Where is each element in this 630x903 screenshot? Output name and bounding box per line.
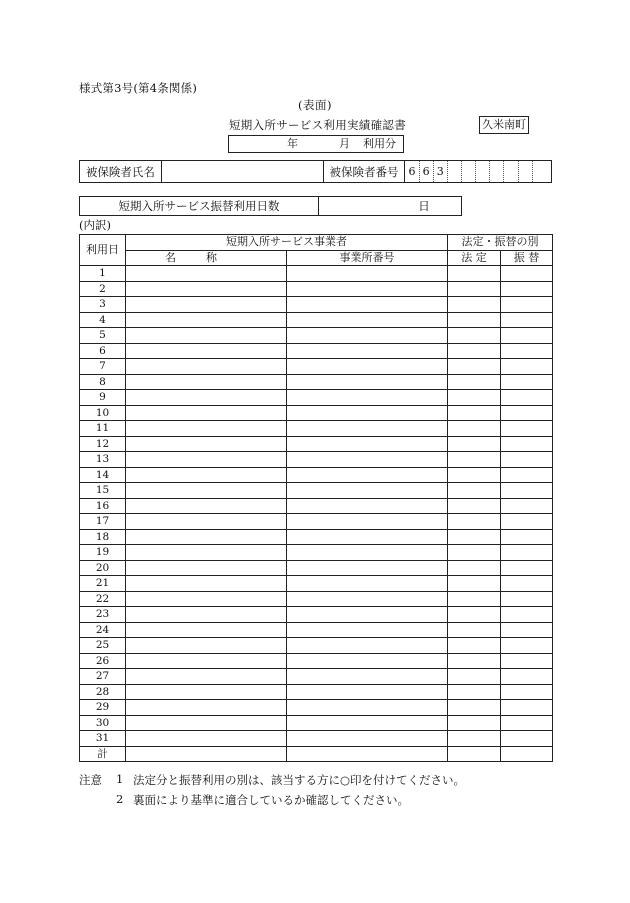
transfer-cell[interactable] [501, 483, 553, 499]
row-day-label: 30 [80, 715, 126, 731]
statutory-cell[interactable] [448, 545, 501, 561]
office-number-cell[interactable] [287, 266, 448, 282]
name-cell[interactable] [126, 343, 287, 359]
row-day-label: 3 [80, 297, 126, 313]
table-row [80, 607, 553, 623]
table-row [80, 452, 553, 468]
transfer-cell[interactable] [501, 374, 553, 390]
col-header-transfer: 振 替 [501, 250, 553, 266]
row-day-label: 14 [80, 467, 126, 483]
form-number: 様式第3号(第4条関係) [79, 81, 198, 95]
name-cell[interactable] [126, 328, 287, 344]
transfer-cell[interactable] [501, 266, 553, 282]
table-row [80, 467, 553, 483]
statutory-cell[interactable] [448, 436, 501, 452]
statutory-cell[interactable] [448, 669, 501, 685]
row-day-label: 4 [80, 312, 126, 328]
name-cell[interactable] [126, 266, 287, 282]
table-row [80, 669, 553, 685]
statutory-cell[interactable] [448, 514, 501, 530]
row-day-label: 5 [80, 328, 126, 344]
name-cell[interactable] [126, 452, 287, 468]
breakdown-label: (内訳) [79, 218, 111, 232]
row-day-label: 29 [80, 700, 126, 716]
statutory-cell[interactable] [448, 746, 501, 762]
table-row [80, 498, 553, 514]
office-number-cell[interactable] [287, 343, 448, 359]
office-number-cell[interactable] [287, 669, 448, 685]
col-header-statutory: 法 定 [448, 250, 501, 266]
statutory-cell[interactable] [448, 312, 501, 328]
note-text: 法定分と振替利用の別は、該当する方に○印を付けてください。 [133, 773, 466, 787]
row-day-label: 20 [80, 560, 126, 576]
insured-number-digit[interactable] [461, 161, 475, 183]
name-cell[interactable] [126, 498, 287, 514]
transfer-cell[interactable] [501, 328, 553, 344]
row-day-label: 12 [80, 436, 126, 452]
row-day-label: 1 [80, 266, 126, 282]
table-row [80, 281, 553, 297]
transfer-cell[interactable] [501, 514, 553, 530]
table-row [80, 715, 553, 731]
transfer-cell[interactable] [501, 343, 553, 359]
transfer-cell[interactable] [501, 638, 553, 654]
office-number-cell[interactable] [287, 405, 448, 421]
row-day-label: 31 [80, 731, 126, 747]
transfer-cell[interactable] [501, 591, 553, 607]
table-row [80, 359, 553, 375]
table-row [80, 684, 553, 700]
name-cell[interactable] [126, 700, 287, 716]
statutory-cell[interactable] [448, 731, 501, 747]
row-day-label: 6 [80, 343, 126, 359]
office-number-cell[interactable] [287, 700, 448, 716]
statutory-cell[interactable] [448, 684, 501, 700]
name-cell[interactable] [126, 529, 287, 545]
row-day-label: 24 [80, 622, 126, 638]
office-number-cell[interactable] [287, 498, 448, 514]
table-row [80, 405, 553, 421]
transfer-cell[interactable] [501, 715, 553, 731]
office-number-cell[interactable] [287, 653, 448, 669]
table-row [80, 514, 553, 530]
name-cell[interactable] [126, 653, 287, 669]
row-day-label: 17 [80, 514, 126, 530]
town-name-box: 久米南町 [479, 116, 529, 134]
table-row [80, 545, 553, 561]
insured-number-label: 被保険者番号 [323, 161, 405, 183]
statutory-cell[interactable] [448, 297, 501, 313]
office-number-cell[interactable] [287, 312, 448, 328]
statutory-cell[interactable] [448, 622, 501, 638]
transfer-cell[interactable] [501, 529, 553, 545]
name-cell[interactable] [126, 483, 287, 499]
row-day-label: 26 [80, 653, 126, 669]
row-day-label: 19 [80, 545, 126, 561]
row-day-label: 8 [80, 374, 126, 390]
note-text: 裏面により基準に適合しているか確認してください。 [133, 793, 409, 807]
office-number-cell[interactable] [287, 715, 448, 731]
transfer-cell[interactable] [501, 452, 553, 468]
office-number-cell[interactable] [287, 467, 448, 483]
office-number-cell[interactable] [287, 281, 448, 297]
statutory-cell[interactable] [448, 328, 501, 344]
row-day-label: 10 [80, 405, 126, 421]
table-row [80, 591, 553, 607]
statutory-cell[interactable] [448, 498, 501, 514]
table-row [80, 731, 553, 747]
row-day-label: 18 [80, 529, 126, 545]
office-number-cell[interactable] [287, 545, 448, 561]
statutory-cell[interactable] [448, 560, 501, 576]
row-day-label: 28 [80, 684, 126, 700]
row-day-label: 25 [80, 638, 126, 654]
office-number-cell[interactable] [287, 436, 448, 452]
name-cell[interactable] [126, 436, 287, 452]
statutory-cell[interactable] [448, 700, 501, 716]
table-row [80, 328, 553, 344]
table-row [80, 312, 553, 328]
name-cell[interactable] [126, 607, 287, 623]
name-cell[interactable] [126, 297, 287, 313]
insured-number-digit[interactable]: 3 [433, 161, 447, 183]
name-cell[interactable] [126, 669, 287, 685]
table-row [80, 560, 553, 576]
statutory-cell[interactable] [448, 374, 501, 390]
period-suffix-label: 利用分 [363, 137, 396, 150]
row-day-label: 21 [80, 576, 126, 592]
form-title: 短期入所サービス利用実績確認書 [229, 118, 406, 132]
table-row [80, 653, 553, 669]
transfer-cell[interactable] [501, 421, 553, 437]
col-header-name: 名称 [126, 250, 287, 266]
name-cell[interactable] [126, 405, 287, 421]
insured-number-digit[interactable] [447, 161, 461, 183]
transfer-cell[interactable] [501, 436, 553, 452]
row-day-label: 23 [80, 607, 126, 623]
statutory-cell[interactable] [448, 421, 501, 437]
transfer-cell[interactable] [501, 576, 553, 592]
transfer-cell[interactable] [501, 312, 553, 328]
statutory-cell[interactable] [448, 483, 501, 499]
office-number-cell[interactable] [287, 560, 448, 576]
table-row [80, 638, 553, 654]
notes-prefix: 注意 [79, 773, 102, 787]
office-number-cell[interactable] [287, 390, 448, 406]
period-month-label: 月 [339, 137, 350, 150]
transfer-cell[interactable] [501, 297, 553, 313]
transfer-cell[interactable] [501, 700, 553, 716]
office-number-cell[interactable] [287, 591, 448, 607]
transfer-cell[interactable] [501, 467, 553, 483]
table-row [80, 576, 553, 592]
table-row [80, 529, 553, 545]
insured-person-table [79, 160, 552, 183]
name-cell[interactable] [126, 591, 287, 607]
statutory-cell[interactable] [448, 529, 501, 545]
transfer-cell[interactable] [501, 405, 553, 421]
office-number-cell[interactable] [287, 483, 448, 499]
statutory-cell[interactable] [448, 343, 501, 359]
insured-number-digit[interactable]: 6 [419, 161, 433, 183]
row-day-label: 13 [80, 452, 126, 468]
office-number-cell[interactable] [287, 452, 448, 468]
name-cell[interactable] [126, 746, 287, 762]
table-row [80, 746, 553, 762]
row-day-label: 計 [80, 746, 126, 762]
transfer-cell[interactable] [501, 731, 553, 747]
insured-name-label: 被保険者氏名 [80, 161, 162, 183]
statutory-cell[interactable] [448, 405, 501, 421]
table-row [80, 374, 553, 390]
office-number-cell[interactable] [287, 576, 448, 592]
notes-section [79, 772, 559, 812]
transfer-cell[interactable] [501, 684, 553, 700]
row-day-label: 9 [80, 390, 126, 406]
period-year-label: 年 [287, 137, 298, 150]
name-cell[interactable] [126, 390, 287, 406]
office-number-cell[interactable] [287, 514, 448, 530]
insured-number-digit[interactable] [504, 161, 518, 183]
name-cell[interactable] [126, 715, 287, 731]
statutory-cell[interactable] [448, 591, 501, 607]
table-row [80, 343, 553, 359]
transfer-cell[interactable] [501, 669, 553, 685]
col-header-class: 法定・振替の別 [448, 235, 553, 251]
office-number-cell[interactable] [287, 374, 448, 390]
note-number: 2 [116, 792, 124, 806]
table-row [80, 622, 553, 638]
table-row [80, 297, 553, 313]
office-number-cell[interactable] [287, 622, 448, 638]
office-number-cell[interactable] [287, 684, 448, 700]
table-row [80, 700, 553, 716]
name-cell[interactable] [126, 731, 287, 747]
transfer-cell[interactable] [501, 746, 553, 762]
row-day-label: 16 [80, 498, 126, 514]
row-day-label: 15 [80, 483, 126, 499]
statutory-cell[interactable] [448, 576, 501, 592]
row-day-label: 11 [80, 421, 126, 437]
table-row [80, 266, 553, 282]
name-cell[interactable] [126, 576, 287, 592]
office-number-cell[interactable] [287, 359, 448, 375]
transfer-days-unit: 日 [418, 199, 430, 213]
statutory-cell[interactable] [448, 359, 501, 375]
name-cell[interactable] [126, 514, 287, 530]
office-number-cell[interactable] [287, 607, 448, 623]
statutory-cell[interactable] [448, 715, 501, 731]
office-number-cell[interactable] [287, 328, 448, 344]
table-row [80, 390, 553, 406]
name-cell[interactable] [126, 638, 287, 654]
statutory-cell[interactable] [448, 638, 501, 654]
transfer-days-table [79, 196, 462, 216]
name-cell[interactable] [126, 359, 287, 375]
name-cell[interactable] [126, 545, 287, 561]
name-cell[interactable] [126, 467, 287, 483]
row-day-label: 2 [80, 281, 126, 297]
statutory-cell[interactable] [448, 607, 501, 623]
transfer-cell[interactable] [501, 560, 553, 576]
table-row [80, 436, 553, 452]
transfer-cell[interactable] [501, 498, 553, 514]
col-header-day: 利用日 [80, 235, 126, 266]
table-row [80, 483, 553, 499]
statutory-cell[interactable] [448, 390, 501, 406]
insured-number-digit[interactable] [490, 161, 504, 183]
statutory-cell[interactable] [448, 467, 501, 483]
transfer-cell[interactable] [501, 607, 553, 623]
transfer-days-label: 短期入所サービス振替利用日数 [80, 197, 319, 216]
office-number-cell[interactable] [287, 638, 448, 654]
row-day-label: 22 [80, 591, 126, 607]
transfer-cell[interactable] [501, 545, 553, 561]
transfer-cell[interactable] [501, 622, 553, 638]
insured-number-digit[interactable] [532, 161, 551, 183]
name-cell[interactable] [126, 374, 287, 390]
col-header-provider: 短期入所サービス事業者 [126, 235, 448, 251]
transfer-cell[interactable] [501, 390, 553, 406]
name-cell[interactable] [126, 622, 287, 638]
usage-period-box [228, 135, 404, 153]
office-number-cell[interactable] [287, 297, 448, 313]
transfer-days-field[interactable] [319, 197, 462, 216]
name-cell[interactable] [126, 312, 287, 328]
office-number-cell[interactable] [287, 746, 448, 762]
name-cell[interactable] [126, 560, 287, 576]
insured-name-field[interactable] [161, 161, 323, 183]
transfer-cell[interactable] [501, 653, 553, 669]
statutory-cell[interactable] [448, 452, 501, 468]
office-number-cell[interactable] [287, 421, 448, 437]
note-number: 1 [116, 772, 124, 786]
side-label: (表面) [298, 98, 332, 112]
statutory-cell[interactable] [448, 653, 501, 669]
name-cell[interactable] [126, 684, 287, 700]
table-row [80, 421, 553, 437]
row-day-label: 27 [80, 669, 126, 685]
office-number-cell[interactable] [287, 731, 448, 747]
col-header-office-number: 事業所番号 [287, 250, 448, 266]
name-cell[interactable] [126, 421, 287, 437]
insured-number-digit[interactable] [476, 161, 490, 183]
transfer-cell[interactable] [501, 281, 553, 297]
insured-number-digit[interactable] [518, 161, 532, 183]
office-number-cell[interactable] [287, 529, 448, 545]
usage-detail-table [79, 234, 553, 762]
statutory-cell[interactable] [448, 281, 501, 297]
name-cell[interactable] [126, 281, 287, 297]
statutory-cell[interactable] [448, 266, 501, 282]
transfer-cell[interactable] [501, 359, 553, 375]
insured-number-digit[interactable]: 6 [405, 161, 419, 183]
row-day-label: 7 [80, 359, 126, 375]
